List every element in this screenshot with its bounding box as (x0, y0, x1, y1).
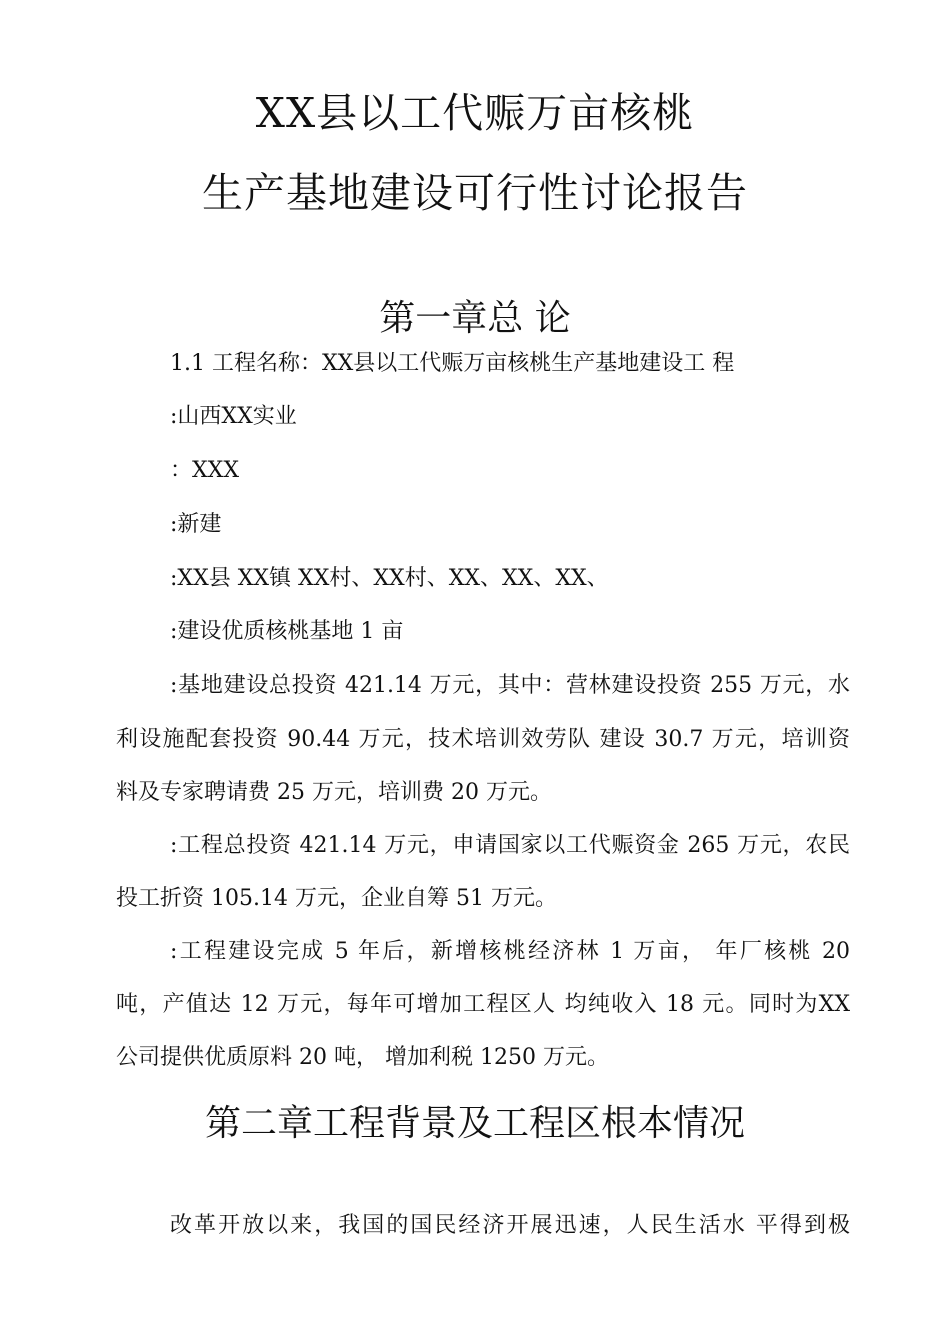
investment-line-2: 利设施配套投资 90.44 万元，技术培训效劳队 建设 30.7 万元，培训资 (116, 727, 850, 752)
report-title-line-1: XX县以工代赈万亩核桃 (255, 89, 695, 137)
funding-line-2: 投工折资 105.14 万元，企业自筹 51 万元。 (116, 886, 557, 911)
project-nature-line: :新建 (170, 512, 222, 537)
benefit-line-1: :工程建设完成 5 年后，新增核桃经济林 1 万亩， 年厂核桃 20 (170, 939, 850, 964)
project-location-line: :XX县 XX镇 XX村、XX村、XX、XX、XX、 (170, 566, 609, 591)
project-name-line: 1.1 工程名称：XX县以工代赈万亩核桃生产基地建设工 程 (170, 351, 735, 376)
investment-line-3: 料及专家聘请费 25 万元，培训费 20 万元。 (116, 780, 552, 805)
report-title-line-2: 生产基地建设可行性讨论报告 (202, 169, 748, 217)
chapter-2-heading: 第二章工程背景及工程区根本情况 (204, 1103, 745, 1144)
chapter-1-heading: 第一章总 论 (379, 298, 571, 339)
project-person-line: ：XXX (170, 458, 239, 483)
benefit-line-2: 吨，产值达 12 万元，每年可增加工程区人 均纯收入 18 元。同时为XX (116, 992, 850, 1017)
project-scale-line: :建设优质核桃基地 1 亩 (170, 619, 404, 644)
benefit-line-3: 公司提供优质原料 20 吨， 增加利税 1250 万元。 (116, 1045, 609, 1070)
chapter-2-paragraph-line-1: 改革开放以来，我国的国民经济开展迅速，人民生活水 平得到极 (170, 1213, 850, 1238)
investment-line-1: :基地建设总投资 421.14 万元，其中：营林建设投资 255 万元，水 (170, 673, 850, 698)
project-unit-line: :山西XX实业 (170, 404, 297, 429)
funding-line-1: :工程总投资 421.14 万元，申请国家以工代赈资金 265 万元，农民 (170, 833, 850, 858)
